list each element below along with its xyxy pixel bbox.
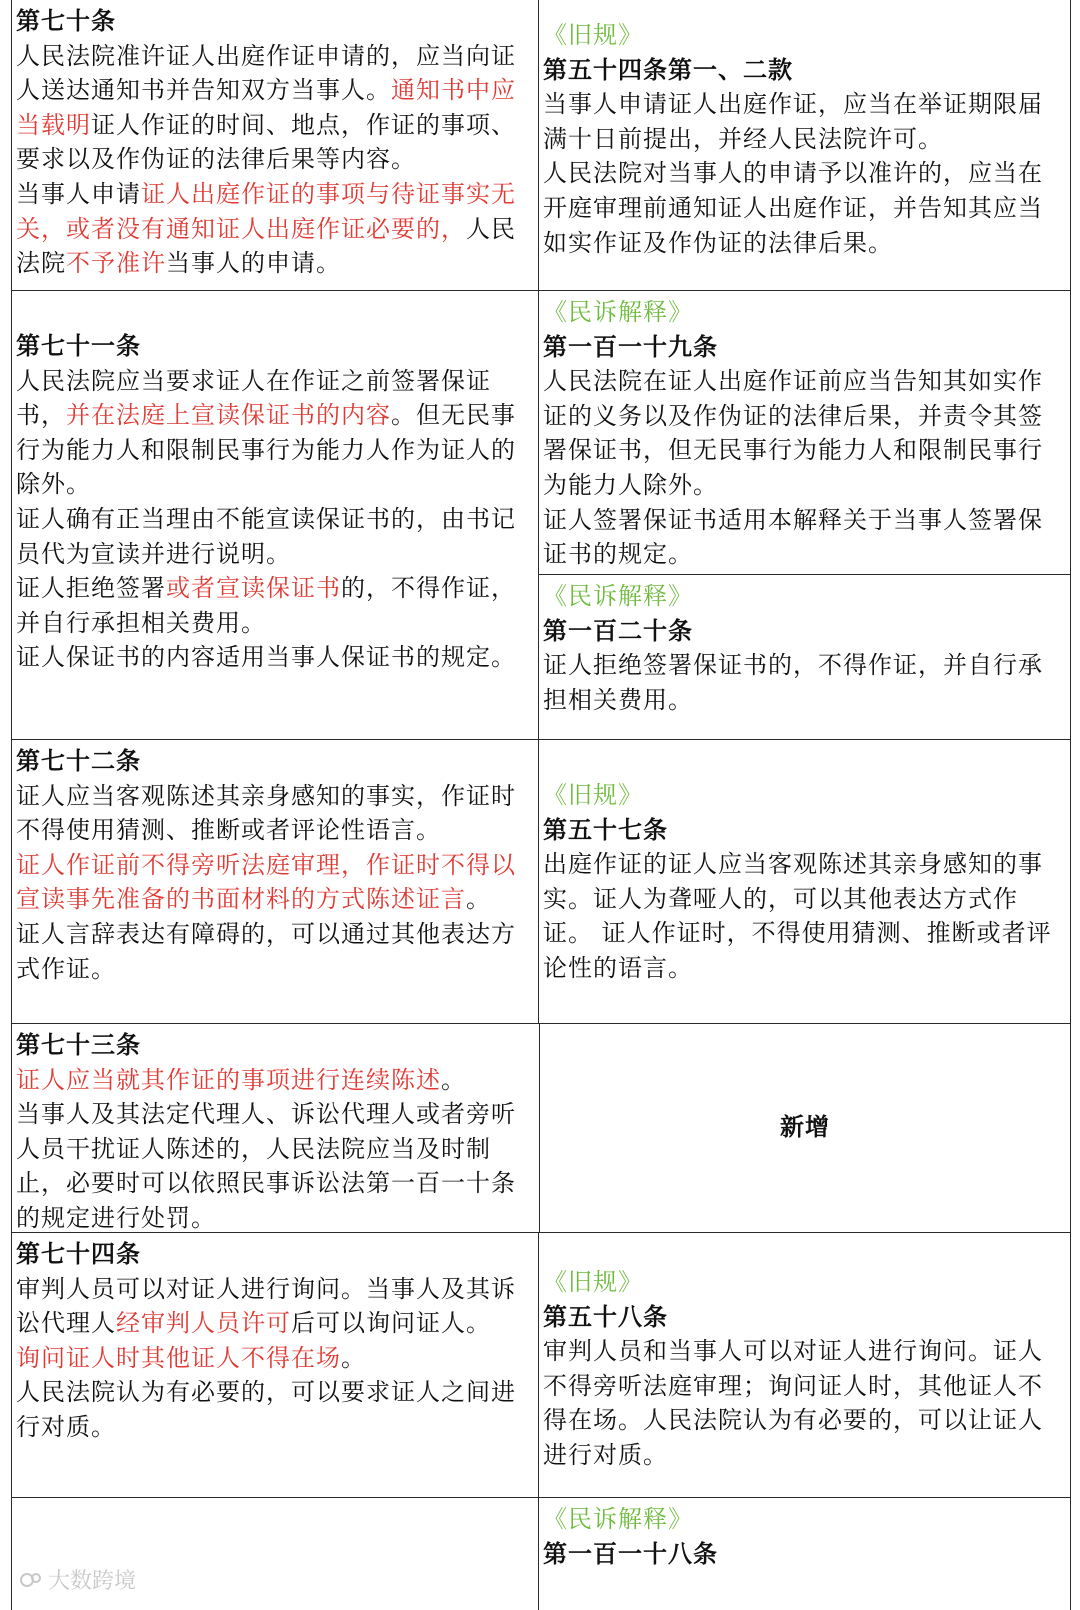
article-paragraph [16, 640, 534, 675]
text-segment: 。 [341, 1343, 366, 1372]
article-title: 第五十八条 [543, 1301, 669, 1331]
text-segment: 。但无民事行为能力人和限制民事行为能力人作为证人的除外。 [16, 401, 516, 499]
comparison-table [11, 0, 1071, 1610]
text-segment: 人民法院认为有必要的，可以要求证人之间进行对质。 [16, 1378, 516, 1441]
text-segment: 审判人员可以对证人进行询问。当事人及其诉讼代理人 [16, 1274, 516, 1338]
text-segment: 当事人及其法定代理人、诉讼代理人或者旁听人员干扰证人陈述的，人民法院应当及时制止，必要时可以依照民事诉讼法第一百一十条的规定进行处罚。 [16, 1100, 516, 1232]
source-label: 《旧规》 [543, 1268, 644, 1296]
source-label: 《民诉解释》 [543, 298, 694, 326]
article-paragraph [16, 1341, 534, 1376]
article-paragraph [16, 1097, 535, 1235]
highlighted-change: 证人出庭作证的事项与待证事实无关，或者没有通知证人出庭作证必要的， [16, 179, 516, 243]
highlighted-change: 证人作证前不得旁听法庭审理，作证时不得以宣读事先准备的书面材料的方式陈述证言 [16, 850, 516, 914]
article-title: 第七十三条 [16, 1030, 141, 1059]
text-segment: 人民法院应当要求证人在作证之前签署保证书， [16, 366, 491, 430]
table-row [11, 291, 1071, 740]
article-paragraph: 当事人申请证人出庭作证，应当在举证期限届满十日前提出，并经人民法院许可。 [543, 90, 1044, 153]
old-rule-block [539, 1498, 1070, 1610]
watermark-text: 大数跨境 [48, 1569, 137, 1594]
article-paragraph: 人民法院对当事人的申请予以准许的，应当在开庭审理前通知证人出庭作证，并告知其应当如实作证及作伪证的法律后果。 [543, 159, 1044, 257]
table-row [11, 740, 1071, 1024]
article-paragraph [16, 502, 534, 571]
new-rule-cell [11, 1233, 538, 1497]
highlighted-change: 证人应当就其作证的事项进行连续陈述 [16, 1065, 441, 1094]
new-rule-cell [11, 740, 538, 1023]
old-rule-block [539, 1233, 1070, 1497]
article-paragraph [16, 1063, 535, 1098]
source-label: 《民诉解释》 [543, 582, 694, 610]
article-paragraph [16, 917, 534, 986]
article-title: 第五十四条第一、二款 [543, 54, 794, 84]
article-paragraph [16, 1375, 534, 1444]
text-segment: 当事人申请 [16, 179, 141, 208]
article-title: 第五十七条 [543, 814, 669, 844]
article-title: 第一百一十九条 [543, 331, 719, 361]
old-rule-block [539, 574, 1070, 739]
source-label: 《旧规》 [543, 21, 644, 49]
old-rule-block [539, 291, 1070, 574]
article-title: 第一百二十条 [543, 615, 694, 645]
article-paragraph [16, 39, 534, 177]
text-segment: 证人确有正当理由不能宣读保证书的，由书记员代为宣读并进行说明。 [16, 504, 516, 568]
article-title: 第七十二条 [16, 746, 141, 775]
old-rule-cell [538, 1233, 1071, 1497]
table-row [11, 1498, 1071, 1610]
highlighted-change: 通知书中应当载明 [16, 76, 516, 139]
text-segment: 证人拒绝签署 [16, 574, 166, 603]
text-segment: 证人保证书的内容适用当事人保证书的规定。 [16, 643, 516, 672]
old-rule-cell [538, 0, 1071, 290]
article-paragraph [16, 571, 534, 640]
old-rule-cell [538, 1498, 1071, 1610]
text-segment: 当事人的申请。 [166, 249, 341, 278]
article-paragraph [16, 1272, 534, 1341]
new-rule-cell [11, 0, 538, 290]
article-paragraph: 审判人员和当事人可以对证人进行询问。证人不得旁听法庭审理；询问证人时，其他证人不得在场。人民法院认为有必要的，可以让证人进行对质。 [543, 1337, 1044, 1469]
source-label: 《旧规》 [543, 781, 644, 809]
table-row [11, 1233, 1071, 1498]
new-rule-cell [11, 291, 538, 739]
highlighted-change: 询问证人时其他证人不得在场 [16, 1343, 341, 1372]
highlighted-change: 经审判人员许可 [116, 1309, 291, 1338]
table-row [11, 1024, 1071, 1233]
highlighted-change: 或者宣读保证书 [166, 574, 341, 603]
article-title: 第七十条 [16, 6, 116, 35]
old-rule-block [539, 0, 1070, 290]
source-label: 《民诉解释》 [543, 1505, 694, 1533]
highlighted-change: 并在法庭上宣读保证书的内容 [66, 401, 391, 430]
article-paragraph: 证人签署保证书适用本解释关于当事人签署保证书的规定。 [543, 505, 1044, 569]
text-segment: 的，不得作证，并自行承担相关费用。 [16, 574, 516, 637]
text-segment: 人民法院准许证人出庭作证申请的，应当向证人送达通知书并告知双方当事人。 [16, 41, 516, 105]
article-paragraph [16, 779, 534, 848]
text-segment: 。 [441, 1065, 466, 1094]
watermark-logo-icon [18, 1570, 44, 1590]
text-segment: 证人应当客观陈述其亲身感知的事实，作证时不得使用猜测、推断或者评论性语言。 [16, 781, 516, 845]
text-segment: 证人作证的时间、地点，作证的事项、要求以及作伪证的法律后果等内容。 [16, 110, 516, 174]
new-addition-label: 新增 [539, 1024, 1071, 1232]
article-paragraph: 人民法院在证人出庭作证前应当告知其如实作证的义务以及作伪证的法律后果，并责令其签署保证书，但无民事行为能力人和限制民事行为能力人除外。 [543, 367, 1044, 499]
watermark [18, 1564, 136, 1595]
text-segment: 。 [466, 885, 491, 914]
article-paragraph [16, 364, 534, 502]
article-paragraph [16, 177, 534, 281]
article-title: 第一百一十八条 [543, 1538, 719, 1568]
table-row [11, 0, 1071, 291]
article-paragraph [16, 848, 534, 917]
old-rule-cell [538, 291, 1071, 739]
article-title: 第七十四条 [16, 1239, 141, 1268]
article-paragraph: 出庭作证的证人应当客观陈述其亲身感知的事实。证人为聋哑人的，可以其他表达方式作证。 证人作证时，不得使用猜测、推断或者评论性的语言。 [543, 850, 1052, 982]
article-title: 第七十一条 [16, 331, 141, 360]
text-segment: 后可以询问证人。 [291, 1309, 491, 1338]
old-rule-block [539, 740, 1070, 1023]
highlighted-change: 不予准许 [66, 249, 166, 278]
text-segment: 证人言辞表达有障碍的，可以通过其他表达方式作证。 [16, 919, 516, 983]
text-segment: 人民法院 [16, 214, 516, 278]
new-rule-cell [11, 1024, 539, 1232]
article-paragraph: 证人拒绝签署保证书的，不得作证，并自行承担相关费用。 [543, 651, 1044, 714]
old-rule-cell [538, 740, 1071, 1023]
